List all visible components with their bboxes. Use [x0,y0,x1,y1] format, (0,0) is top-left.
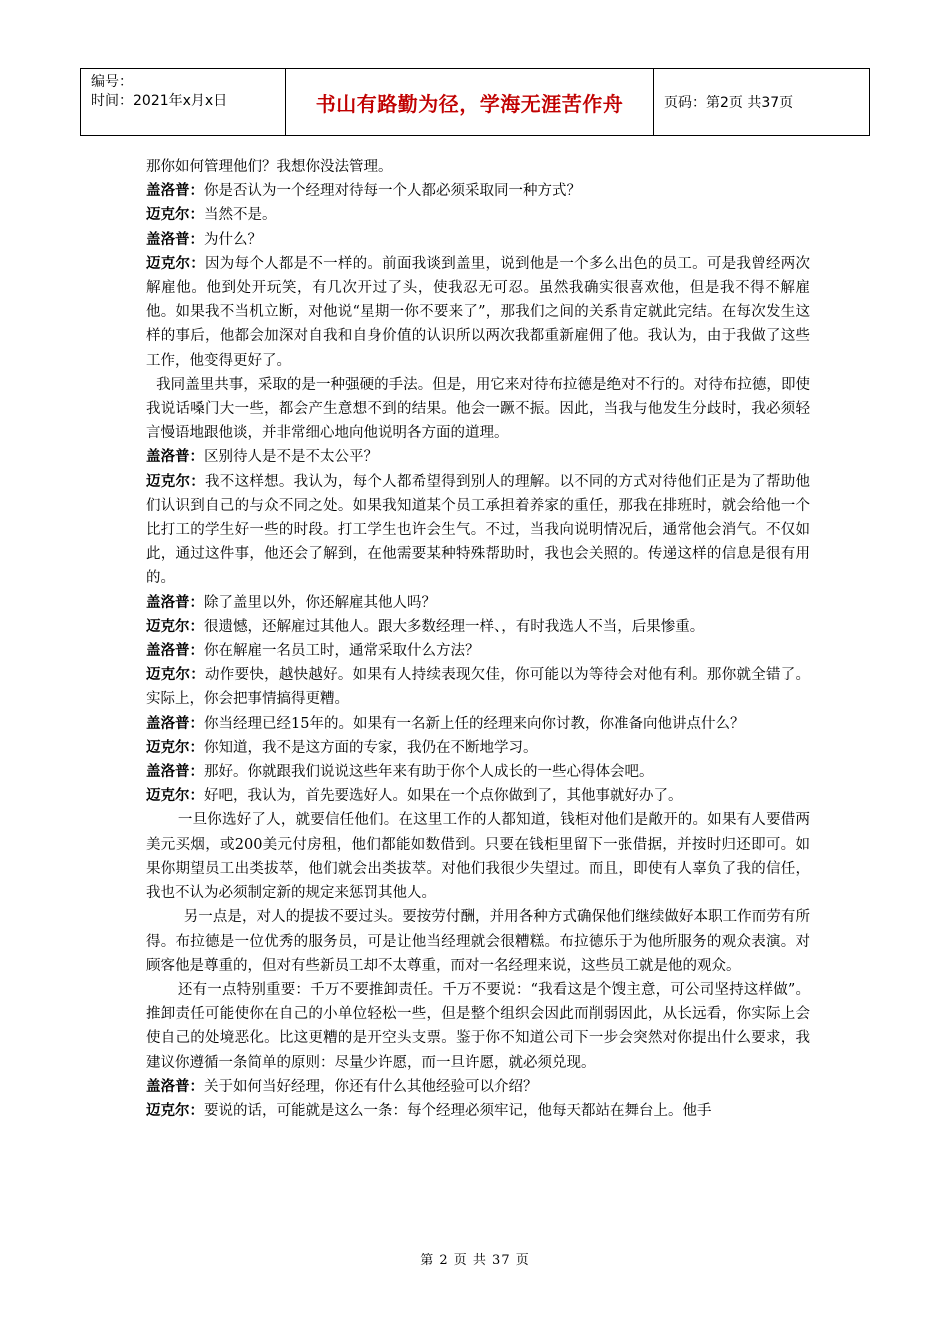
dialogue-text: 因为每个人都是不一样的。前面我谈到盖里，说到他是一个多么出色的员工。可是我曾经两次解雇他。他到处开玩笑，有几次开过了头，使我忍无可忍。虽然我确实很喜欢他，但是我不得不解雇他。如果我不当机立断，对他说“星期一你不要来了”，那我们之间的关系肯定就此完结。在每次发生这样的事后，他都会加深对自我和自身价值的认识所以两次我都重新雇佣了他。我认为，由于我做了这些工作，他变得更好了。 [146,255,810,369]
paragraph [146,808,810,905]
dialogue-line [146,252,810,373]
speaker-label: 盖洛普： [146,231,204,248]
dialogue-line [146,228,810,252]
speaker-label: 迈克尔： [146,473,206,490]
speaker-label: 迈克尔： [146,618,204,635]
dialogue-line [146,1099,810,1123]
dialogue-text: 关于如何当好经理，你还有什么其他经验可以介绍？ [204,1078,538,1095]
speaker-label: 盖洛普： [146,643,204,660]
dialogue-line [146,591,810,615]
dialogue-line [146,179,810,203]
dialogue-text: 那好。你就跟我们说说这些年来有助于你个人成长的一些心得体会吧。 [204,764,654,781]
paragraph-text: 一旦你选好了人，就要信任他们。在这里工作的人都知道，钱柜对他们是敞开的。如果有人要借两美元买烟，或200美元付房租，他们都能如数借到。只要在钱柜里留下一张借据，并按时归还即可。如果你期望员工出类拔萃，他们就会出类拔萃。对他们我很少失望过。而且，即使有人辜负了我的信任，我也不认为必须制定新的规定来惩罚其他人。 [146,812,810,902]
speaker-label: 盖洛普： [146,1078,204,1095]
dialogue-text: 为什么？ [204,231,262,248]
dialogue-line [146,760,810,784]
speaker-label: 迈克尔： [146,207,204,224]
dialogue-line [146,615,810,639]
dialogue-text: 好吧，我认为，首先要选好人。如果在一个点你做到了，其他事就好办了。 [204,788,683,805]
dialogue-text: 你当经理已经15年的。如果有一名新上任的经理来向你讨教，你准备向他讲点什么？ [204,715,745,732]
dialogue-text: 当然不是。 [204,207,277,224]
paragraph-text: 还有一点特别重要：千万不要推卸责任。千万不要说：“我看这是个馊主意，可公司坚持这样做”。推卸责任可能使你在自己的小单位轻松一些，但是整个组织会因此而削弱因此，从长远看，你实际上会使自己的处境恶化。比这更糟的是开空头支票。鉴于你不知道公司下一步会突然对你提出什么要求，我建议你遵循一条简单的原则：尽量少许愿，而一旦许愿，就必须兑现。 [146,981,810,1071]
paragraph-text: 我同盖里共事，采取的是一种强硬的手法。但是，用它来对待布拉德是绝对不行的。对待布拉德，即使我说话嗓门大一些，都会产生意想不到的结果。他会一蹶不振。因此，当我与他发生分歧时，我必须轻言慢语地跟他谈，并非常细心地向他说明各方面的道理。 [146,376,810,442]
speaker-label: 盖洛普： [146,183,204,200]
header-page-info: 页码：第2页 共37页 [664,95,794,111]
speaker-label: 盖洛普： [146,449,204,466]
document-header [80,68,870,136]
paragraph [146,978,810,1075]
dialogue-text: 很遗憾，还解雇过其他人。跟大多数经理一样、，有时我选人不当，后果惨重。 [204,618,705,635]
dialogue-line [146,639,810,663]
paragraph-text: 另一点是，对人的提拔不要过头。要按劳付酬，并用各种方式确保他们继续做好本职工作而劳有所得。布拉德是一位优秀的服务员，可是让他当经理就会很糟糕。布拉德乐于为他所服务的观众表演。对顾客他是尊重的，但对有些新员工却不太尊重，而对一名经理来说，这些员工就是他的观众。 [146,909,810,974]
document-body [146,155,810,1123]
dialogue-text: 除了盖里以外，你还解雇其他人吗？ [204,594,436,611]
dialogue-line [146,470,810,591]
speaker-label: 迈克尔： [146,739,204,756]
speaker-label: 迈克尔： [146,1102,204,1119]
dialogue-line [146,445,810,469]
dialogue-line [146,663,810,711]
dialogue-text: 你是否认为一个经理对待每一个人都必须采取同一种方式？ [204,183,581,200]
dialogue-text: 我不这样想。我认为，每个人都希望得到别人的理解。以不同的方式对待他们正是为了帮助他们认识到自己的与众不同之处。如果我知道某个员工承担着养家的重任，那我在排班时，就会给他一个比打工的学生好一些的时段。打工学生也许会生气。不过，当我向说明情况后，通常他会消气。不仅如此，通过这件事，他还会了解到，在他需要某种特殊帮助时，我也会关照的。传递这样的信息是很有用的。 [146,473,810,587]
page-footer: 第 2 页 共 37 页 [420,1253,530,1268]
dialogue-line [146,1075,810,1099]
speaker-label: 迈克尔： [146,788,204,805]
paragraph [146,373,810,446]
dialogue-text: 区别待人是不是不太公平？ [204,449,378,466]
dialogue-text: 动作要快，越快越好。如果有人持续表现欠佳，你可能以为等待会对他有利。那你就全错了。实际上，你会把事情搞得更糟。 [146,667,810,708]
header-motto: 书山有路勤为径，学海无涯苦作舟 [286,69,654,135]
speaker-label: 迈克尔： [146,255,206,272]
speaker-label: 迈克尔： [146,667,206,684]
date-label: 时间：2021年x月x日 [91,93,228,109]
paragraph-text: 那你如何管理他们？我想你没法管理。 [146,159,393,175]
dialogue-line [146,203,810,227]
dialogue-text: 你在解雇一名员工时，通常采取什么方法？ [204,643,480,660]
dialogue-line [146,712,810,736]
dialogue-text: 要说的话，可能就是这么一条：每个经理必须牢记，他每天都站在舞台上。他手 [204,1102,712,1119]
paragraph [146,155,810,179]
dialogue-line [146,784,810,808]
speaker-label: 盖洛普： [146,764,204,781]
paragraph [146,905,810,978]
header-meta [81,69,286,135]
speaker-label: 盖洛普： [146,715,204,732]
number-label: 编号： [91,74,133,90]
speaker-label: 盖洛普： [146,594,204,611]
dialogue-line [146,736,810,760]
dialogue-text: 你知道，我不是这方面的专家，我仍在不断地学习。 [204,739,538,756]
